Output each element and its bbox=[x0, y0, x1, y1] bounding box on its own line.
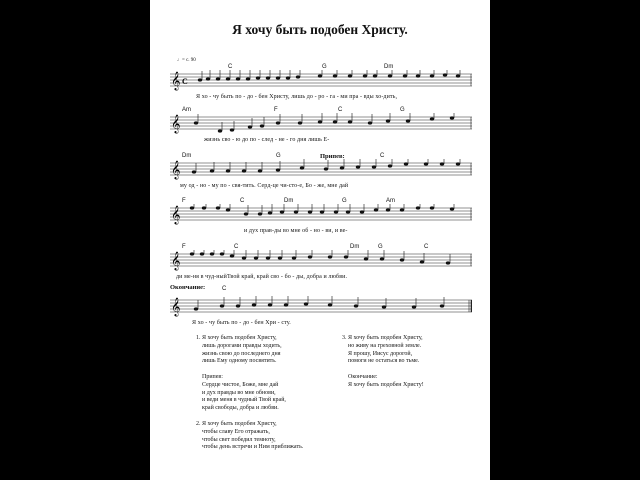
note-head bbox=[430, 74, 434, 77]
note-head bbox=[258, 169, 262, 172]
note-head bbox=[416, 206, 420, 209]
song-title: Я хочу быть подобен Христу. bbox=[232, 22, 408, 37]
note-head bbox=[206, 77, 210, 80]
note-head bbox=[348, 120, 352, 123]
note-head bbox=[200, 252, 204, 255]
lyrics-line: и дух прав-ды во мне об - но - ви, и ве- bbox=[244, 228, 348, 234]
note-head bbox=[382, 305, 386, 308]
note-head bbox=[276, 121, 280, 124]
sheet-music-page bbox=[150, 0, 490, 480]
note-head bbox=[226, 169, 230, 172]
staff-system-3 bbox=[170, 153, 472, 205]
note-head bbox=[260, 124, 264, 127]
note-head bbox=[254, 256, 258, 259]
chord: C bbox=[424, 244, 429, 250]
note-head bbox=[320, 210, 324, 213]
note-head bbox=[216, 77, 220, 80]
chord: Am bbox=[182, 107, 191, 113]
note-head bbox=[456, 74, 460, 77]
note-head bbox=[248, 125, 252, 128]
note-head bbox=[280, 210, 284, 213]
verse-3: 3. Я хочу быть подобен Христу, но живу на греховной земле. Я прошу, Иисус дорогой, помоги не остаться во тьме. bbox=[342, 335, 423, 365]
note-head bbox=[298, 121, 302, 124]
chord: G bbox=[378, 244, 383, 250]
note-head bbox=[276, 168, 280, 171]
note-head bbox=[278, 256, 282, 259]
treble-clef-icon: 𝄞 bbox=[171, 299, 181, 316]
chord: C bbox=[228, 64, 233, 70]
lyrics-line: Я хо - чу быть по - до - бен Хри - сту. bbox=[192, 320, 291, 326]
note-head bbox=[296, 75, 300, 78]
note-head bbox=[344, 255, 348, 258]
note-head bbox=[230, 128, 234, 131]
verse-1: 1. Я хочу быть подобен Христу, лишь дорогами правды ходить, жизнь свою до последнего дня лишь Ему одному посвятить. bbox=[196, 335, 282, 365]
note-head bbox=[388, 74, 392, 77]
note-head bbox=[334, 210, 338, 213]
note-head bbox=[266, 256, 270, 259]
note-head bbox=[308, 210, 312, 213]
chord: F bbox=[182, 244, 186, 250]
note-head bbox=[354, 304, 358, 307]
note-head bbox=[424, 162, 428, 165]
note-head bbox=[333, 120, 337, 123]
note-head bbox=[268, 303, 272, 306]
note-head bbox=[400, 258, 404, 261]
svg-text:C: C bbox=[182, 77, 188, 86]
note-head bbox=[386, 208, 390, 211]
note-head bbox=[236, 304, 240, 307]
ending-label: Окончание: bbox=[170, 284, 206, 291]
note-head bbox=[256, 76, 260, 79]
note-head bbox=[363, 74, 367, 77]
note-head bbox=[220, 304, 224, 307]
note-head bbox=[242, 256, 246, 259]
treble-clef-icon: 𝄞 bbox=[171, 253, 181, 270]
note-head bbox=[440, 304, 444, 307]
note-head bbox=[210, 252, 214, 255]
chord: C bbox=[234, 244, 239, 250]
note-head bbox=[192, 170, 196, 173]
note-head bbox=[190, 252, 194, 255]
note-head bbox=[430, 117, 434, 120]
chorus-label: Припев: bbox=[320, 153, 345, 160]
note-head bbox=[300, 166, 304, 169]
note-head bbox=[226, 77, 230, 80]
note-head bbox=[450, 116, 454, 119]
chord: Dm bbox=[384, 64, 394, 70]
note-head bbox=[242, 169, 246, 172]
tempo-marking: ♩= с. 90 bbox=[177, 58, 196, 63]
note-head bbox=[210, 169, 214, 172]
note-head bbox=[386, 119, 390, 122]
note-head bbox=[446, 261, 450, 264]
note-head bbox=[340, 166, 344, 169]
note-head bbox=[218, 129, 222, 132]
chord: Dm bbox=[284, 198, 294, 204]
verse-2: 2. Я хочу быть подобен Христу, чтобы славу Его отражать, чтобы свет победил темноту, чтобы день встречи и Ним приближать. bbox=[196, 421, 304, 451]
treble-clef-icon: 𝄞 bbox=[171, 73, 181, 90]
note-head bbox=[202, 206, 206, 209]
chord: C bbox=[380, 153, 385, 159]
treble-clef-icon: 𝄞 bbox=[171, 116, 181, 133]
note-head bbox=[198, 78, 202, 81]
note-head bbox=[400, 208, 404, 211]
chord: Am bbox=[386, 198, 395, 204]
ending-text: Окончание: Я хочу быть подобен Христу! bbox=[348, 374, 424, 388]
note-head bbox=[318, 120, 322, 123]
note-head bbox=[440, 162, 444, 165]
lyrics-line: ди ме-ня в чуд-ныйТвой край, край сво - бо - ды, добра и любви. bbox=[176, 274, 348, 280]
chord: F bbox=[274, 107, 278, 113]
note-head bbox=[292, 256, 296, 259]
lyrics-line: му од - но - му по - свя-тить. Серд-це чи-сто-е, Бо - же, мне дай bbox=[180, 183, 349, 189]
note-head bbox=[404, 162, 408, 165]
note-head bbox=[294, 210, 298, 213]
note-head bbox=[258, 212, 262, 215]
chord: Dm bbox=[182, 153, 192, 159]
note-head bbox=[284, 303, 288, 306]
chorus-text: Припев: Сердце чистое, Боже, мне дай и дух правды во мне обнови, и веди меня в чудный Твой край, край свободы, добра и любви. bbox=[202, 374, 286, 412]
chord: C bbox=[240, 198, 245, 204]
note-head bbox=[372, 165, 376, 168]
note-head bbox=[364, 257, 368, 260]
note-head bbox=[190, 206, 194, 209]
note-head bbox=[230, 254, 234, 257]
note-head bbox=[456, 162, 460, 165]
note-head bbox=[348, 74, 352, 77]
note-head bbox=[333, 74, 337, 77]
note-head bbox=[236, 77, 240, 80]
note-head bbox=[304, 302, 308, 305]
note-head bbox=[380, 257, 384, 260]
chord: G bbox=[322, 64, 327, 70]
note-head bbox=[443, 73, 447, 76]
note-head bbox=[328, 303, 332, 306]
note-head bbox=[416, 74, 420, 77]
note-head bbox=[308, 255, 312, 258]
chord: C bbox=[338, 107, 343, 113]
lyrics-line: жизнь сво - ю до по - след - не - го дня лишь Е- bbox=[204, 137, 330, 143]
note-head bbox=[252, 303, 256, 306]
note-head bbox=[373, 74, 377, 77]
note-head bbox=[324, 167, 328, 170]
chord: G bbox=[400, 107, 405, 113]
note-head bbox=[276, 76, 280, 79]
note-head bbox=[216, 206, 220, 209]
note-head bbox=[286, 76, 290, 79]
note-head bbox=[194, 121, 198, 124]
note-head bbox=[318, 74, 322, 77]
note-head bbox=[403, 74, 407, 77]
chord: Dm bbox=[350, 244, 360, 250]
note-head bbox=[360, 210, 364, 213]
note-head bbox=[356, 165, 360, 168]
treble-clef-icon: 𝄞 bbox=[171, 207, 181, 224]
note-head bbox=[244, 212, 248, 215]
note-head bbox=[412, 305, 416, 308]
note-head bbox=[246, 77, 250, 80]
lyrics-line: Я хо - чу быть по - до - бен Христу, лишь до - ро - га - ми пра - вды хо-дить, bbox=[196, 94, 398, 100]
note-head bbox=[220, 252, 224, 255]
chord: G bbox=[276, 153, 281, 159]
chord: F bbox=[182, 198, 186, 204]
note-head bbox=[226, 208, 230, 211]
chord: G bbox=[342, 198, 347, 204]
note-head bbox=[374, 208, 378, 211]
note-head bbox=[406, 119, 410, 122]
staff-system-5 bbox=[170, 244, 472, 296]
note-head bbox=[420, 260, 424, 263]
chord: C bbox=[222, 286, 227, 292]
note-head bbox=[328, 255, 332, 258]
note-head bbox=[194, 307, 198, 310]
note-head bbox=[268, 211, 272, 214]
treble-clef-icon: 𝄞 bbox=[171, 162, 181, 179]
note-head bbox=[346, 210, 350, 213]
note-head bbox=[368, 121, 372, 124]
note-head bbox=[450, 207, 454, 210]
note-head bbox=[388, 164, 392, 167]
staff-system-1 bbox=[170, 64, 472, 116]
note-head bbox=[266, 76, 270, 79]
note-head bbox=[430, 206, 434, 209]
